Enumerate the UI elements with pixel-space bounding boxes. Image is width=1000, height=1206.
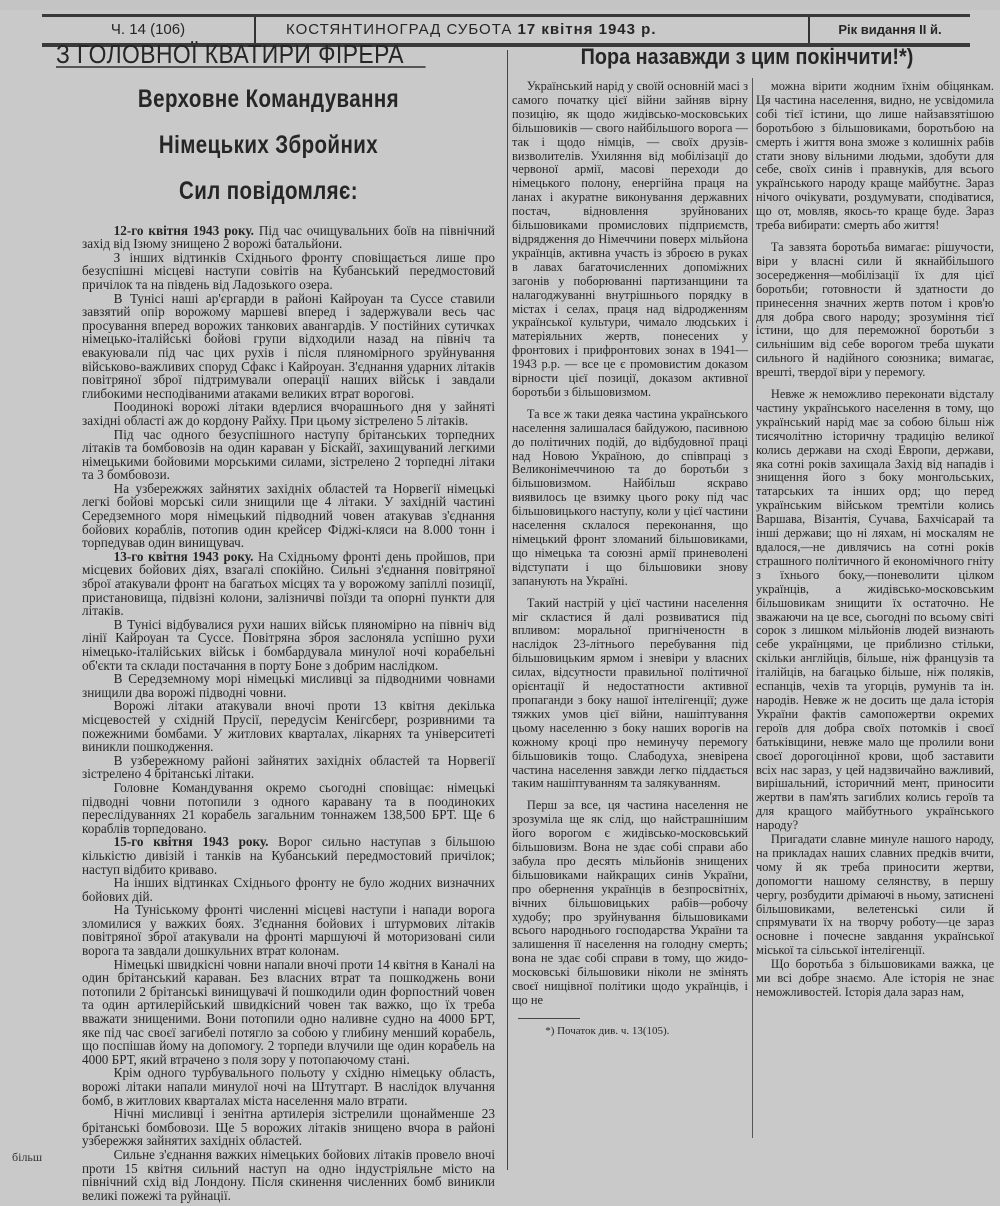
communique-paragraph bbox=[82, 958, 495, 1067]
date-lead: 13-го квітня 1943 року. bbox=[113, 548, 254, 564]
communique-title-line: Сил повідомляє: bbox=[178, 176, 359, 205]
column-divider bbox=[752, 78, 753, 1138]
paragraph-text: В Середземному морі німецькі мисливці за підводними човнами знищили два ворожі підводні човни. bbox=[82, 671, 495, 700]
paragraph-text: На Туніському фронті численні місцеві наступи і напади ворога зломилися у важких боях. З'єднання бойових і штурмових літаків повітряної зброї атакували на фронті маршуючі й моторизовані сили ворога та завдали дошкульних втрат колонам. bbox=[82, 902, 495, 959]
article-body-middle bbox=[512, 80, 748, 1008]
footnote: *) Початок див. ч. 13(105). bbox=[545, 1024, 670, 1037]
article-paragraph: Та завзята боротьба вимагає: рішучости, віри у власні сили й якнайбільшого зосередження—мобілізації їх для цієї боротьби; готовности й здатности до принесення значних жертв потом і кров'ю для добра свого народу; зрозуміння тієї істини, що для переможної боротьби з сильнішим від себе ворогом треба шукати сильного й надійного союзника; вимагає, врешті, твердої віри у перемогу. bbox=[756, 239, 994, 380]
paragraph-text: На Східньому фронті день пройшов, при місцевих бойових діях, взагалі спокійно. Сильні з'єднання повітряної зброї атакували фронт на багатьох місцях та у ворожому запіллі позиції, пристановища, підвізні колони, залізничві поїзди та опорні пункти для літаків. bbox=[82, 548, 495, 619]
article-paragraph: Український нарід у своїй основній масі з самого початку цієї війни зайняв вірну позицію, як щодо жидівсько-московських більшовиків — свого найбільшого ворога — так і щодо німців, — своїх друзів-визволителів. Ухиляння від мобілізації до червоної армії, масові переходи до німецького полону, енергійна праця на ланах і акуратне виконування державних постач, відновлення зруйнованих більшовиками промислових підприємств, відрядження до Німеччини поверх мільйона українців, активна участь із зброєю в руках в лавах багаточисленних допоміжних загонів у поборюванні партизанщини та налагоджуванні внутрішнього порядку в містах і селах, праця над відродженням української культури, чимало людських і матеріяльних жертв, понесених у фронтових і прифронтових зонах в 1941—1943 р.р. — все це є промовистим доказом вірности цієї позиції, доказом активної боротьби з більшовизмом. bbox=[512, 79, 748, 399]
article-paragraph: Такий настрій у цієї частини населення міг скластися й далі розвиватися під впливом: моральної пригніченостн в наслідок 23-літнього перебування під більшовицьким ярмом і зневіри у власних силах, відсутности правильної політичної орієнтації й недостатности активної пропаганди з боку нашої інтелігенції; дуже тяжких умов цієї війни, нашіптування цьому населенню з боку наших ворогів на кожному кроці про неминучу перемогу більшовиків тощо. Слабодуха, зневірена частина населення завжди легко піддається таким нашіптуванням та залякуванням. bbox=[512, 595, 748, 791]
article-paragraph: Та все ж таки деяка частина українського населення залишалася байдужою, пасивною до політичних подій, до відбудовної праці над Новою Україною, до співпраці з Великонімеччиною та до боротьби з більшовизмом. Найбільш яскраво виявилось це взимку цього року під час більшовицького наступу, коли у цієї частини населення склалося переконання, що німецький фронт зломаний більшовиками, що німецька та союзні армії приневолені відступати і що більшовики знову запанують на Україні. bbox=[512, 406, 748, 588]
paragraph-text: В узбережному районі зайнятих західніх областей та Норвегії зістрелено 4 брітанські літаки. bbox=[82, 752, 495, 782]
communique-paragraph bbox=[82, 550, 495, 618]
right-column bbox=[756, 80, 994, 1000]
communique-paragraph bbox=[82, 672, 495, 699]
article-paragraph: Перш за все, ця частина населення не зрозуміла ще як слід, що найстрашнішим його ворогом є жидівсько-московський більшовизм. Вона не здає собі справи або забула про десять мільйонів знищених більшовиками найкращих синів України, про обернення українців в безпросвітніх, вічних більшовицьких рабів—робочу худобу; про зруйнування більшовиками всього народнього господарства України та залишення її населення на голодну смерть; вона не здає собі справи в тому, що жидо-московські більшовики ніколи не змінять своєї нищівної політики щодо українців, і що не bbox=[512, 798, 748, 1007]
communique-paragraph bbox=[82, 876, 495, 903]
column-divider bbox=[507, 50, 508, 1170]
paragraph-text: В Тунісі відбувалися рухи наших військ пляномірно на північ від лінії Кайроуан та Суссе. Повітряна зброя заслоняла успішно рухи німецько-італійських військ і бомбардувала минулої ночі корабельні об'єкти та склади постачання в порту Боне з добрим наслідком. bbox=[82, 616, 495, 673]
paragraph-text: Крім одного турбувального польоту у східню німецьку область, ворожі літаки напали минулої ночі на Штутгарт. В наслідок влучання бомб, в житлових кварталах міста населення мало втрати. bbox=[82, 1065, 495, 1108]
issue-number: Ч. 14 (106) bbox=[42, 17, 256, 43]
middle-column bbox=[512, 80, 748, 1039]
weekday: СУБОТА bbox=[446, 21, 513, 38]
communique-paragraph bbox=[82, 781, 495, 835]
left-column bbox=[42, 39, 495, 1203]
article-paragraph: Невже ж неможливо переконати відсталу частину українського населення в тому, що український нарід має за собою більш ніж тисячолітню історичну традицію великої колись держави на сході Европи, держави, яка сотні років захищала Захід від нападів і знищення його з боку монгольських, татарських та інших орд; що перед українським військом тремтіли колись Варшава, Візантія, Сучава, Бахчісарай та інші держави; що ні ляхам, ні москалям не вдалося,—не дивлячись на сотні років страшного політичного й економічного гніту з їхнього боку,—поневолити цілком українців, а жидівсько-московським більшовикам знищити їх остаточно. Не зважаючи на це все, сьогодні по всьому світі сорок з лишком мільйонів людей визнають себе українцями, це приблизно стільки, скільки англійців, більше, ніж французів та італійців, на багацько більше, ніж поляків, еспанців, чехів та угорців, румунів та ін. народів. Невже ж не досить ще дала історія України фактів самопожертви окремих героїв для добра своїх потомків і своєї батьківщини, невже мало ще пролили вони своєї дорогоцінної крови, щоб заставити всіх нас зараз, у цей надзвичайно важливий, вирішальний, історичний мент, приносити жертви в пам'ять загиблих колись героїв та для кращого майбутнього українського народу? bbox=[756, 387, 994, 833]
communique-paragraph bbox=[82, 1107, 495, 1148]
paragraph-text: Нічні мисливці і зенітна артилерія зістрелили щонайменше 23 брітанські бомбовози. Ще 5 ворожих літаків знищено вчора в районі узбережжя зайнятих західніх областей. bbox=[82, 1106, 495, 1149]
communique-paragraph bbox=[82, 618, 495, 672]
communique-paragraph bbox=[82, 428, 495, 482]
date-lead: 12-го квітня 1943 року. bbox=[113, 222, 254, 238]
paragraph-text: В Тунісі наші ар'єргарди в районі Кайроуан та Суссе ставили завзятий опір ворожому маршеві вперед і задержували весь час просування вперед ворожих танкових авангардів. У постійних сутичках німецько-італійські бойові групи відходили назад на північ та евакуювали під час цих рухів і після пляномірного зруйнування військово-важливих споруд Сфакс і Кайроуан. З'єднання ударних літаків повітряної зброї підтримували операції наших військ і завдали глибокими несподіваними атаками великих втрат ворогові. bbox=[82, 290, 495, 401]
paragraph-text: Німецькі швидкісні човни напали вночі проти 14 квітня в Каналі на один брітанський караван. Без власних втрат та пошкоджень вони потопили 2 брітанські винищувачі й пошкодили один форпостний човен та один артилерійський швидкісний човен так важко, що їх треба вважати знищеними. Вони потопили одно наливне судно на 4000 БРТ, яке під час своєї загибелі потягло за собою у глибину менший корабель, що поспішав йому на допомогу. 2 торпеди влучили ще один корабель на 4000 БРТ, який втрачено з поля зору у потопаючому стані. bbox=[82, 956, 495, 1067]
communique-paragraph bbox=[82, 224, 495, 251]
paragraph-text: Сильне з'єднання важких німецьких бойових літаків провело вночі проти 15 квітня сильний наступ на одно індустріяльне місто на північний схід від Лондону. Після скинення численних бомб виникли великі пожежі та руйнації. bbox=[82, 1146, 495, 1203]
communique-paragraph bbox=[82, 292, 495, 401]
paragraph-text: На інших відтинках Східнього фронту не було жодних визначних бойових дій. bbox=[82, 875, 495, 904]
year-of-publication: Рік видання II й. bbox=[838, 22, 942, 37]
paragraph-text: Головне Командування окремо сьогодні сповіщає: німецькі підводні човни потопили з одного каравану та в поодиноких переслідуваннях 21 корабель загальним тоннажем 138,500 БРТ. Ще 6 кораблів торпедовано. bbox=[82, 779, 495, 836]
communique-paragraph bbox=[82, 699, 495, 753]
communique-title bbox=[83, 76, 454, 214]
communique-paragraph bbox=[82, 251, 495, 292]
section-title: З ГОЛОВНОЇ КВАТИРИ ФІРЕРА bbox=[56, 48, 426, 68]
city: КОСТЯНТИНОГРАД bbox=[286, 21, 442, 38]
paragraph-text: З інших відтинків Східнього фронту сповіщається лише про безуспішні місцеві наступи совітів на Кубанський передмостовий причілок та на південь від Ладозького озера. bbox=[82, 249, 495, 292]
paragraph-text: Поодинокі ворожі літаки вдерлися вчорашнього дня у зайняті західні області аж до кордону Райху. При цьому зістрелено 5 літаків. bbox=[82, 399, 495, 428]
paragraph-text: Ворожі літаки атакували вночі проти 13 квітня декілька місцевостей у східній Прусії, передусім Кенігсберг, розривними та пожежними бомбами. У житлових кварталах, лікарнях та університеті виникли пошкодження. bbox=[82, 698, 495, 755]
article-paragraph: можна вірити жодним їхнім обіцянкам. Ця частина населення, видно, не усвідомила собі тієї істини, що лише найзавзятішою боротьбою з більшовиками, боротьбою на смерть і життя вона зможе з колишніх рабів стати знову вільними людьми, здобути для себе, своїх синів і правнуків, для всього українського народу краще майбутнє. Зараз нічого очікувати, роздумувати, сподіватися, що от, мовляв, якось-то краще буде. Зараз треба вибирати: смерть або життя! bbox=[756, 79, 994, 233]
communique-paragraph bbox=[82, 1148, 495, 1202]
communique-title-line: Верховне Командування Німецьких Збройних bbox=[137, 84, 400, 159]
footnote-rule bbox=[518, 1018, 580, 1019]
date: 17 квітня 1943 р. bbox=[517, 21, 657, 38]
communique-paragraph bbox=[82, 754, 495, 781]
communique-body bbox=[42, 224, 495, 1203]
article-title: Пора назавжди з цим покінчити!*) bbox=[580, 44, 914, 69]
margin-note: більш bbox=[12, 1150, 43, 1164]
article-paragraph: Що боротьба з більшовиками важка, це ми всі добре знаємо. Але історія не знає неможливостей. Історія дала зараз нам, bbox=[756, 957, 994, 999]
paragraph-text: Ворог сильно наступав з більшою кількістю дивізій і танків на Кубанський передмостовий причілок; наступ відбито криваво. bbox=[82, 834, 495, 877]
paragraph-text: На узбережжях зайнятих західніх областей та Норвегії німецькі легкі бойові морські сили знищили ще 4 літаки. У західній частині Середземного моря німецький підводний човен атакував з'єднання бойових кораблів, потопив один крейсер Фіджі-кляси на 8.000 тонн і торпедував один винищувач. bbox=[82, 480, 495, 551]
article-paragraph: Пригадати славне минуле нашого народу, на прикладах наших славних предків вчити, чому й як треба приносити жертви, допомогти нашому селянству, в першу чергу, розбудити дрімаючі в ньому, затиснені більшовиками, велетенські сили й спрямувати їх на творчу роботу—це зараз основне і почесне завдання української міської та сільської інтелігенції. bbox=[756, 832, 994, 958]
communique-paragraph bbox=[82, 835, 495, 876]
communique-paragraph bbox=[82, 400, 495, 427]
paragraph-text: Під час очищувальних боїв на північний захід від Ізюму знищено 2 ворожі батальйони. bbox=[82, 222, 495, 252]
date-lead: 15-го квітня 1943 року. bbox=[113, 834, 269, 850]
communique-paragraph bbox=[82, 1066, 495, 1107]
communique-paragraph bbox=[82, 482, 495, 550]
paragraph-text: Під час одного безуспішного наступу брітанських торпедних літаків та бомбовозів на один караван у Біскайї, захищуваний легкими німецькими бойовими морськими силами, зістрелено 2 торпедні літаки та 3 бомбовози. bbox=[82, 426, 495, 483]
communique-paragraph bbox=[82, 903, 495, 957]
article-body-right bbox=[756, 80, 994, 1000]
